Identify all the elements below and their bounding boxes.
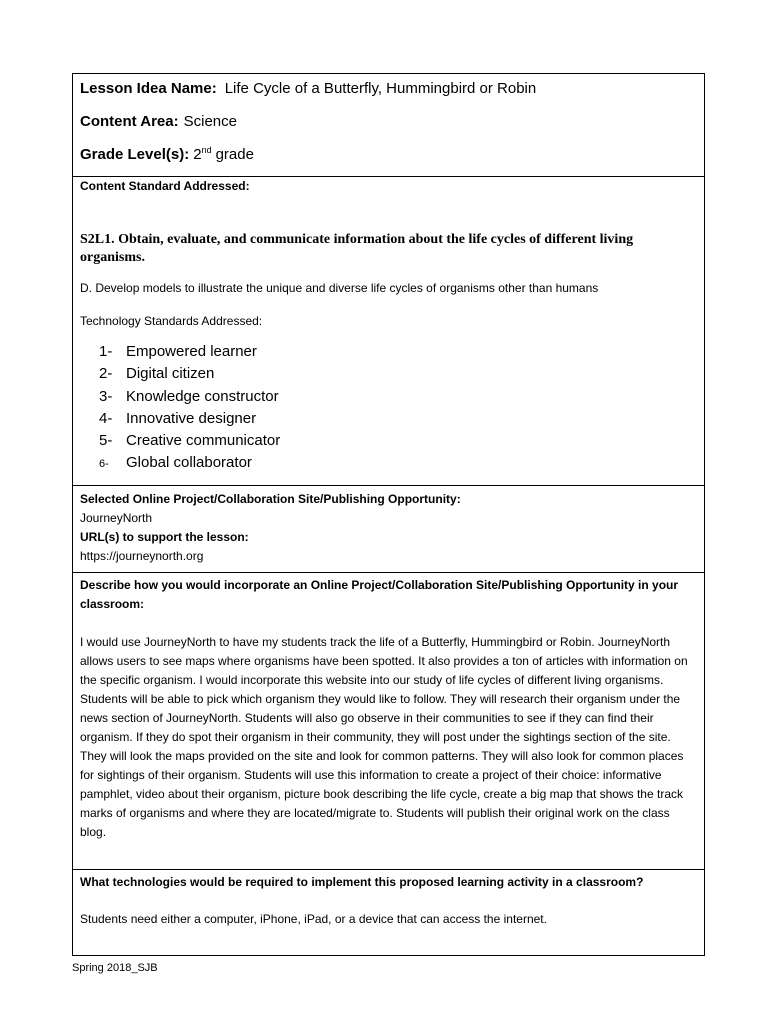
- list-item-label: Global collaborator: [126, 454, 252, 472]
- content-area-label: Content Area:: [80, 113, 179, 130]
- content-area-value: Science: [183, 113, 237, 130]
- list-item: [99, 363, 697, 385]
- tech-standards-list: [80, 341, 697, 475]
- url-value: https://journeynorth.org: [80, 549, 204, 563]
- list-item-label: Creative communicator: [126, 432, 281, 450]
- grade-level-word: grade: [215, 146, 254, 163]
- content-area-row: [80, 111, 697, 144]
- lesson-idea-row: [80, 78, 697, 111]
- project-site-section: [73, 486, 704, 573]
- selected-site-value: JourneyNorth: [80, 511, 153, 525]
- list-item-number: 4-: [99, 409, 113, 427]
- lesson-idea-value: Life Cycle of a Butterfly, Hummingbird or Robin: [224, 80, 537, 97]
- technologies-section: [73, 870, 704, 955]
- standards-section: [73, 177, 704, 486]
- standard-d-element: D. Develop models to illustrate the unique and diverse life cycles of organisms other than humans: [80, 281, 599, 295]
- list-item: [99, 430, 697, 452]
- tech-standards-heading: Technology Standards Addressed:: [80, 314, 263, 328]
- grade-level-label: Grade Level(s):: [80, 146, 190, 163]
- list-item-label: Innovative designer: [126, 409, 257, 427]
- lesson-plan-table: [72, 73, 705, 956]
- selected-site-label: Selected Online Project/Collaboration Site/Publishing Opportunity:: [80, 492, 461, 506]
- grade-level-row: [80, 144, 697, 177]
- page-footer: Spring 2018_SJB: [72, 962, 158, 974]
- list-item-number: 2-: [99, 365, 113, 383]
- list-item: [99, 341, 697, 363]
- list-item-label: Knowledge constructor: [126, 387, 279, 405]
- technologies-answer: Students need either a computer, iPhone, iPad, or a device that can access the internet.: [80, 912, 547, 926]
- list-item-number: 6-: [99, 458, 109, 471]
- list-item-number: 1-: [99, 343, 113, 360]
- list-item: [99, 386, 697, 408]
- describe-answer: I would use JourneyNorth to have my students track the life of a Butterfly, Hummingbird or Robin. JourneyNorth allows users to see maps where organisms have been spotted. It also provides a ton of articles with information on the specific organism. I would incorporate this website into our study of life cycles of different living organisms. Students will be able to pick which organism they would like to follow. They will research their organism under the news section of JourneyNorth. Students will also go observe in their communities to see if they can find their organism. If they do spot their organism in their community, they will post under the sightings section of the site. They will look the maps provided on the site and look for common patterns. They will also look for common places for sightings of their organism. Students will use this information to create a project of their choice: informative pamphlet, video about their organism, picture book describing the life cycle, create a big map that shows the track marks of organisms and where they are located/migrate to. Students will publish their original work on the class blog.: [80, 635, 688, 839]
- describe-section: [73, 573, 704, 870]
- technologies-question: What technologies would be required to implement this proposed learning activity in a classroom?: [80, 875, 644, 889]
- s2l1-standard: S2L1. Obtain, evaluate, and communicate information about the life cycles of different living organisms.: [80, 232, 634, 265]
- list-item-label: Empowered learner: [126, 343, 257, 360]
- list-item: [99, 452, 697, 474]
- lesson-idea-label: Lesson Idea Name:: [80, 80, 217, 97]
- describe-question: Describe how you would incorporate an Online Project/Collaboration Site/Publishing Opportunity in your classroom:: [80, 578, 679, 611]
- list-item-number: 5-: [99, 432, 113, 450]
- list-item-label: Digital citizen: [126, 365, 215, 383]
- content-standard-heading: Content Standard Addressed:: [80, 179, 250, 193]
- lesson-header-section: [73, 74, 704, 177]
- list-item: [99, 408, 697, 430]
- url-label: URL(s) to support the lesson:: [80, 530, 249, 544]
- grade-level-suffix: nd: [201, 145, 212, 155]
- grade-level-number: 2: [193, 146, 202, 163]
- list-item-number: 3-: [99, 387, 113, 405]
